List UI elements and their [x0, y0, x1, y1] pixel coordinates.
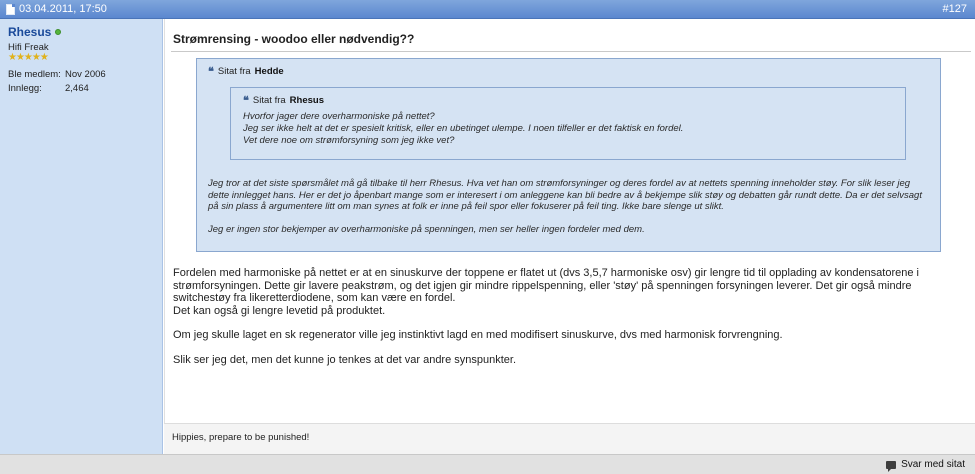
post-content — [164, 19, 975, 423]
rank-stars-icon: ★★★★★ — [8, 52, 48, 63]
post-body-paragraph: Fordelen med harmoniske på nettet er at en sinuskurve der toppene er flatet ut (dvs 3,5,7 harmoniske osv) gir lengre tid til opplading av kondensatorene i strømforsyningen. Dette gir lavere peakstrøm, og det igjen gir mindre rippelspenning, eller 'støy' på spenningen forsyningen leverer. Det gir også mindre switchestøy fra likeretterdiodene, som kan være en fordel. Det kan også gi lengre levetid på produktet. — [173, 267, 919, 317]
quote-outer — [196, 58, 941, 252]
quote-inner-prefix: Sitat fra — [252, 95, 286, 106]
user-rank: Hifi Freak — [8, 42, 49, 53]
posts-row — [8, 82, 154, 96]
post-body — [173, 267, 953, 366]
quote-outer-author: Hedde — [254, 66, 284, 77]
user-sidebar — [0, 19, 163, 455]
quote-bubble-icon — [886, 461, 896, 469]
post-title: Strømrensing - woodoo eller nødvendig?? — [173, 32, 415, 46]
quote-inner — [230, 87, 906, 160]
online-status-icon — [55, 29, 61, 35]
quote-outer-text — [208, 178, 933, 235]
quote-outer-header — [208, 65, 284, 78]
post-date-text: 03.04.2011, 17:50 — [19, 3, 107, 15]
post-body-paragraph: Slik ser jeg det, men det kunne jo tenkes at det var andre synspunkter. — [173, 353, 517, 366]
quote-inner-line: Jeg ser ikke helt at det er spesielt kritisk, eller en ubetinget ulempe. I noen tilfeller er det faktisk en fordel. — [243, 123, 684, 134]
signature: Hippies, prepare to be punished! — [164, 423, 975, 454]
quote-icon: ❝ — [208, 65, 214, 78]
quote-inner-text — [243, 111, 683, 147]
quote-inner-author: Rhesus — [289, 95, 324, 106]
posts-value: 2,464 — [65, 83, 89, 94]
post-main — [164, 19, 975, 423]
username-link[interactable]: Rhesus — [8, 25, 52, 39]
quote-inner-header — [243, 94, 324, 107]
quote-outer-prefix: Sitat fra — [217, 66, 251, 77]
quote-icon: ❝ — [243, 94, 249, 107]
title-divider — [171, 51, 971, 52]
joined-row — [8, 68, 154, 82]
username-row — [8, 25, 154, 39]
quote-inner-line: Hvorfor jager dere overharmoniske på nettet? — [243, 111, 435, 122]
quote-outer-paragraph: Jeg er ingen stor bekjemper av overharmoniske på spenningen, men ser heller ingen fordeler med dem. — [208, 223, 645, 235]
post-header — [0, 0, 975, 19]
joined-value: Nov 2006 — [65, 69, 106, 80]
quote-outer-paragraph: Jeg tror at det siste spørsmålet må gå tilbake til herr Rhesus. Hva vet han om strømforsyninger og deres fordel av at nettets spenning inneholder støy. For slik leser jeg dette innlegget hans. Her er det jo åpenbart mange som er interesert i om anleggene kan bli bedre av å bekjempe slik støy og debatten går rundt dette. Da er det selvsagt på sin plass å argumentere litt om man synes at folk er inne på feil spor eller fokuserer på feil ting. Ikke bare slenge ut slikt. — [208, 178, 922, 212]
post-footer — [0, 454, 975, 474]
quote-inner-line: Vet dere noe om strømforsyning som jeg ikke vet? — [243, 135, 455, 146]
reply-with-quote-button[interactable] — [886, 459, 965, 470]
reply-with-quote-label: Svar med sitat — [901, 459, 965, 470]
post-number-link[interactable]: #127 — [942, 3, 967, 15]
posts-label: Innlegg: — [8, 83, 42, 94]
user-info — [8, 68, 154, 96]
document-icon — [6, 4, 15, 15]
joined-label: Ble medlem: — [8, 69, 61, 80]
post-body-paragraph: Om jeg skulle laget en sk regenerator ville jeg instinktivt lagd en med modifisert sinuskurve, dvs med harmonisk forvrengning. — [173, 329, 783, 341]
post-date — [6, 3, 107, 15]
